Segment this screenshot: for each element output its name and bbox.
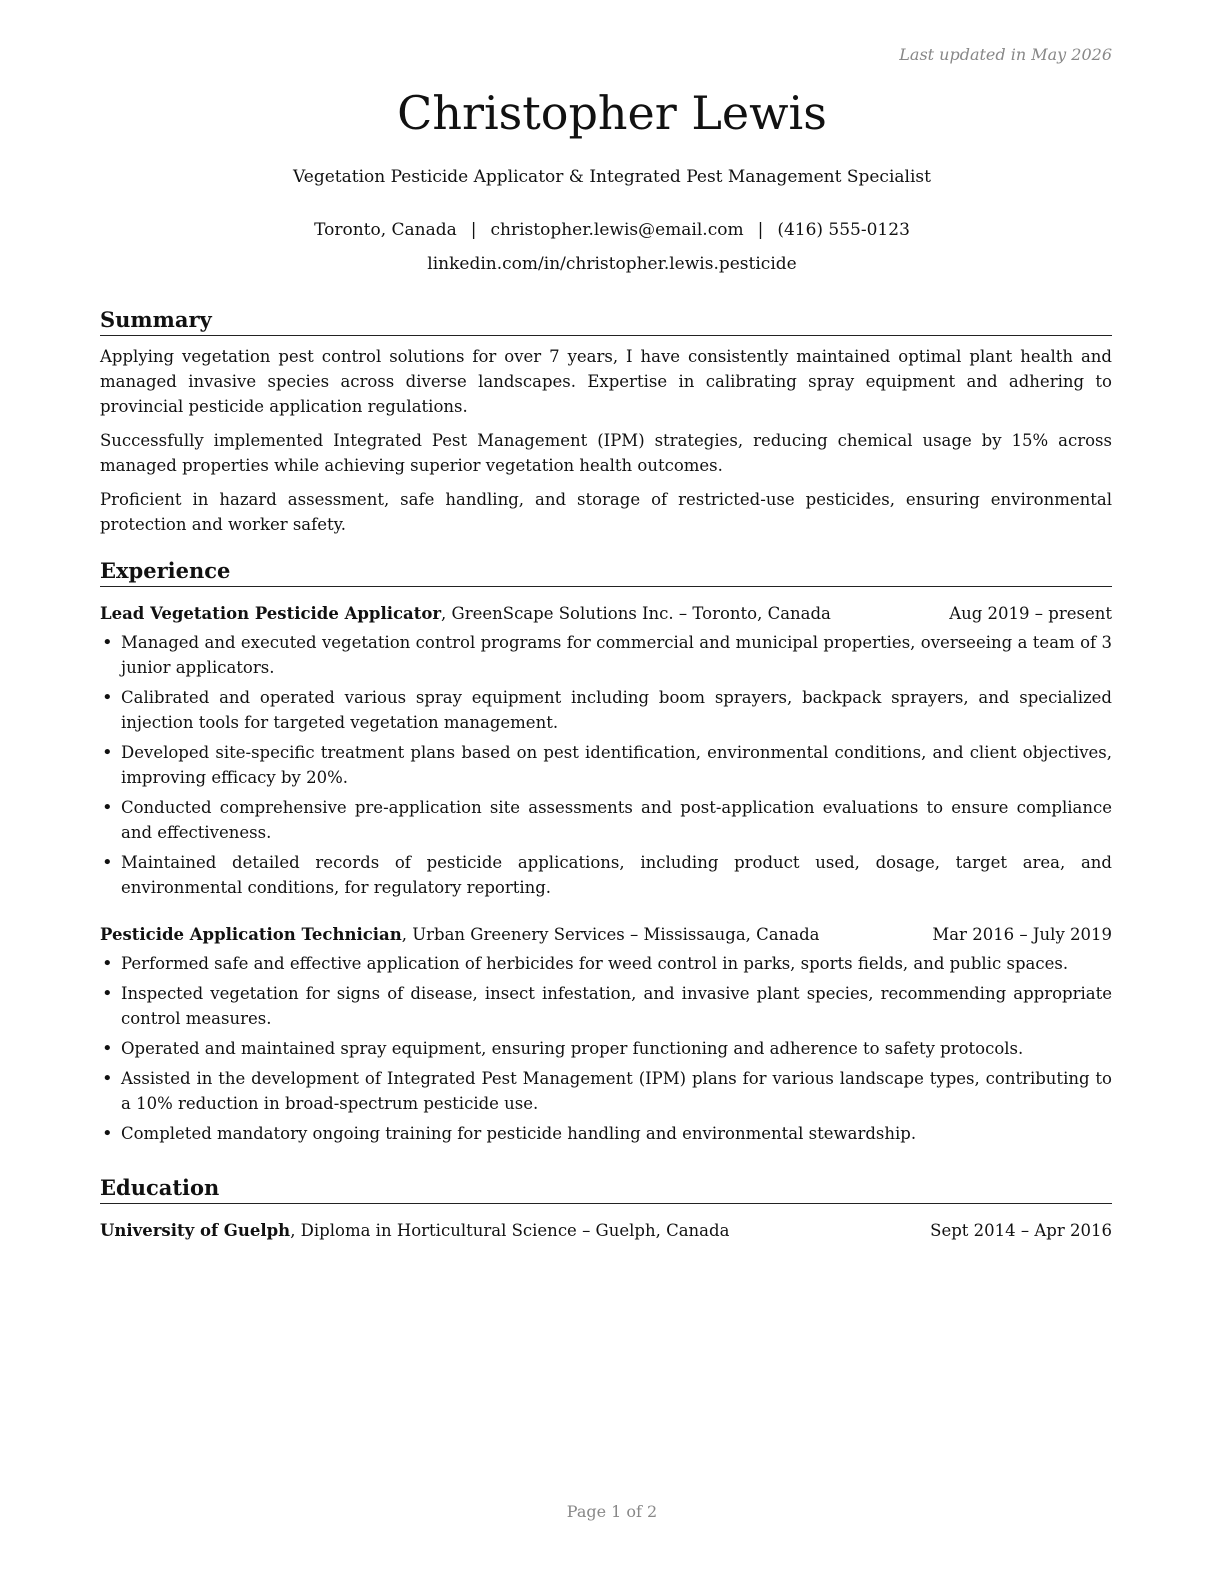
job-entry	[100, 601, 1112, 900]
summary-section	[100, 306, 1112, 537]
job-bullet: • Calibrated and operated various spray equipment including boom sprayers, backpack sprayers, and specialized injection tools for targeted vegetation management.	[100, 685, 1112, 735]
job-org: , Urban Greenery Services – Mississauga, Canada	[401, 925, 820, 944]
education-school: University of Guelph	[100, 1221, 291, 1240]
job-bullet: • Maintained detailed records of pesticide applications, including product used, dosage, target area, and environmental conditions, for regulatory reporting.	[100, 850, 1112, 900]
summary-paragraph: Successfully implemented Integrated Pest Management (IPM) strategies, reducing chemical usage by 15% across managed properties while achieving superior vegetation health outcomes.	[100, 431, 1112, 475]
job-bullet: • Conducted comprehensive pre-application site assessments and post-application evaluations to ensure compliance and effectiveness.	[100, 795, 1112, 845]
contact-location: Toronto, Canada	[314, 220, 457, 240]
education-heading: Education	[100, 1174, 1112, 1204]
job-bullet: • Operated and maintained spray equipment, ensuring proper functioning and adherence to safety protocols.	[100, 1036, 1112, 1061]
summary-paragraph: Proficient in hazard assessment, safe handling, and storage of restricted-use pesticides, ensuring environmental protection and worker safety.	[100, 490, 1112, 534]
headline: Vegetation Pesticide Applicator & Integrated Pest Management Specialist	[293, 167, 931, 187]
education-entry	[100, 1218, 1112, 1243]
job-bullets	[100, 630, 1112, 900]
education-program: , Diploma in Horticultural Science – Guelph, Canada	[290, 1221, 730, 1240]
job-bullet: • Inspected vegetation for signs of disease, insect infestation, and invasive plant species, recommending appropriate control measures.	[100, 981, 1112, 1031]
contact-phone: (416) 555-0123	[777, 220, 910, 240]
job-bullet: • Developed site-specific treatment plans based on pest identification, environmental conditions, and client objectives, improving efficacy by 20%.	[100, 740, 1112, 790]
job-role: Pesticide Application Technician	[100, 925, 402, 944]
education-title-line	[100, 1218, 729, 1243]
summary-paragraph: Applying vegetation pest control solutions for over 7 years, I have consistently maintained optimal plant health and managed invasive species across diverse landscapes. Expertise in calibrating spray equipment and adhering to provincial pesticide application regulations.	[100, 347, 1112, 416]
education-section	[100, 1174, 1112, 1243]
contact-separator: |	[470, 220, 477, 240]
candidate-name: Christopher Lewis	[397, 86, 827, 140]
job-header	[100, 601, 1112, 626]
job-dates: Aug 2019 – present	[949, 604, 1112, 623]
job-bullet: • Performed safe and effective application of herbicides for weed control in parks, sports fields, and public spaces.	[100, 951, 1112, 976]
experience-section	[100, 557, 1112, 1151]
job-bullet: • Completed mandatory ongoing training for pesticide handling and environmental stewardship.	[100, 1121, 1112, 1146]
contact-separator: |	[757, 220, 764, 240]
page-number: Page 1 of 2	[566, 1502, 658, 1521]
experience-heading: Experience	[100, 557, 1112, 587]
job-header	[100, 922, 1112, 947]
contact-line	[0, 220, 1224, 240]
job-bullet: • Managed and executed vegetation control programs for commercial and municipal properties, overseeing a team of 3 junior applicators.	[100, 630, 1112, 680]
job-role: Lead Vegetation Pesticide Applicator	[100, 604, 442, 623]
education-dates: Sept 2014 – Apr 2016	[930, 1221, 1112, 1240]
contact-email[interactable]: christopher.lewis@email.com	[490, 220, 744, 240]
last-updated: Last updated in May 2026	[899, 45, 1112, 64]
summary-heading: Summary	[100, 306, 1112, 336]
job-entry	[100, 922, 1112, 1146]
linkedin-link[interactable]: linkedin.com/in/christopher.lewis.pesticide	[427, 254, 797, 274]
job-bullets	[100, 951, 1112, 1146]
job-title-line	[100, 922, 819, 947]
job-bullet: • Assisted in the development of Integrated Pest Management (IPM) plans for various landscape types, contributing to a 10% reduction in broad-spectrum pesticide use.	[100, 1066, 1112, 1116]
job-org: , GreenScape Solutions Inc. – Toronto, Canada	[441, 604, 831, 623]
job-title-line	[100, 601, 831, 626]
job-dates: Mar 2016 – July 2019	[932, 925, 1112, 944]
